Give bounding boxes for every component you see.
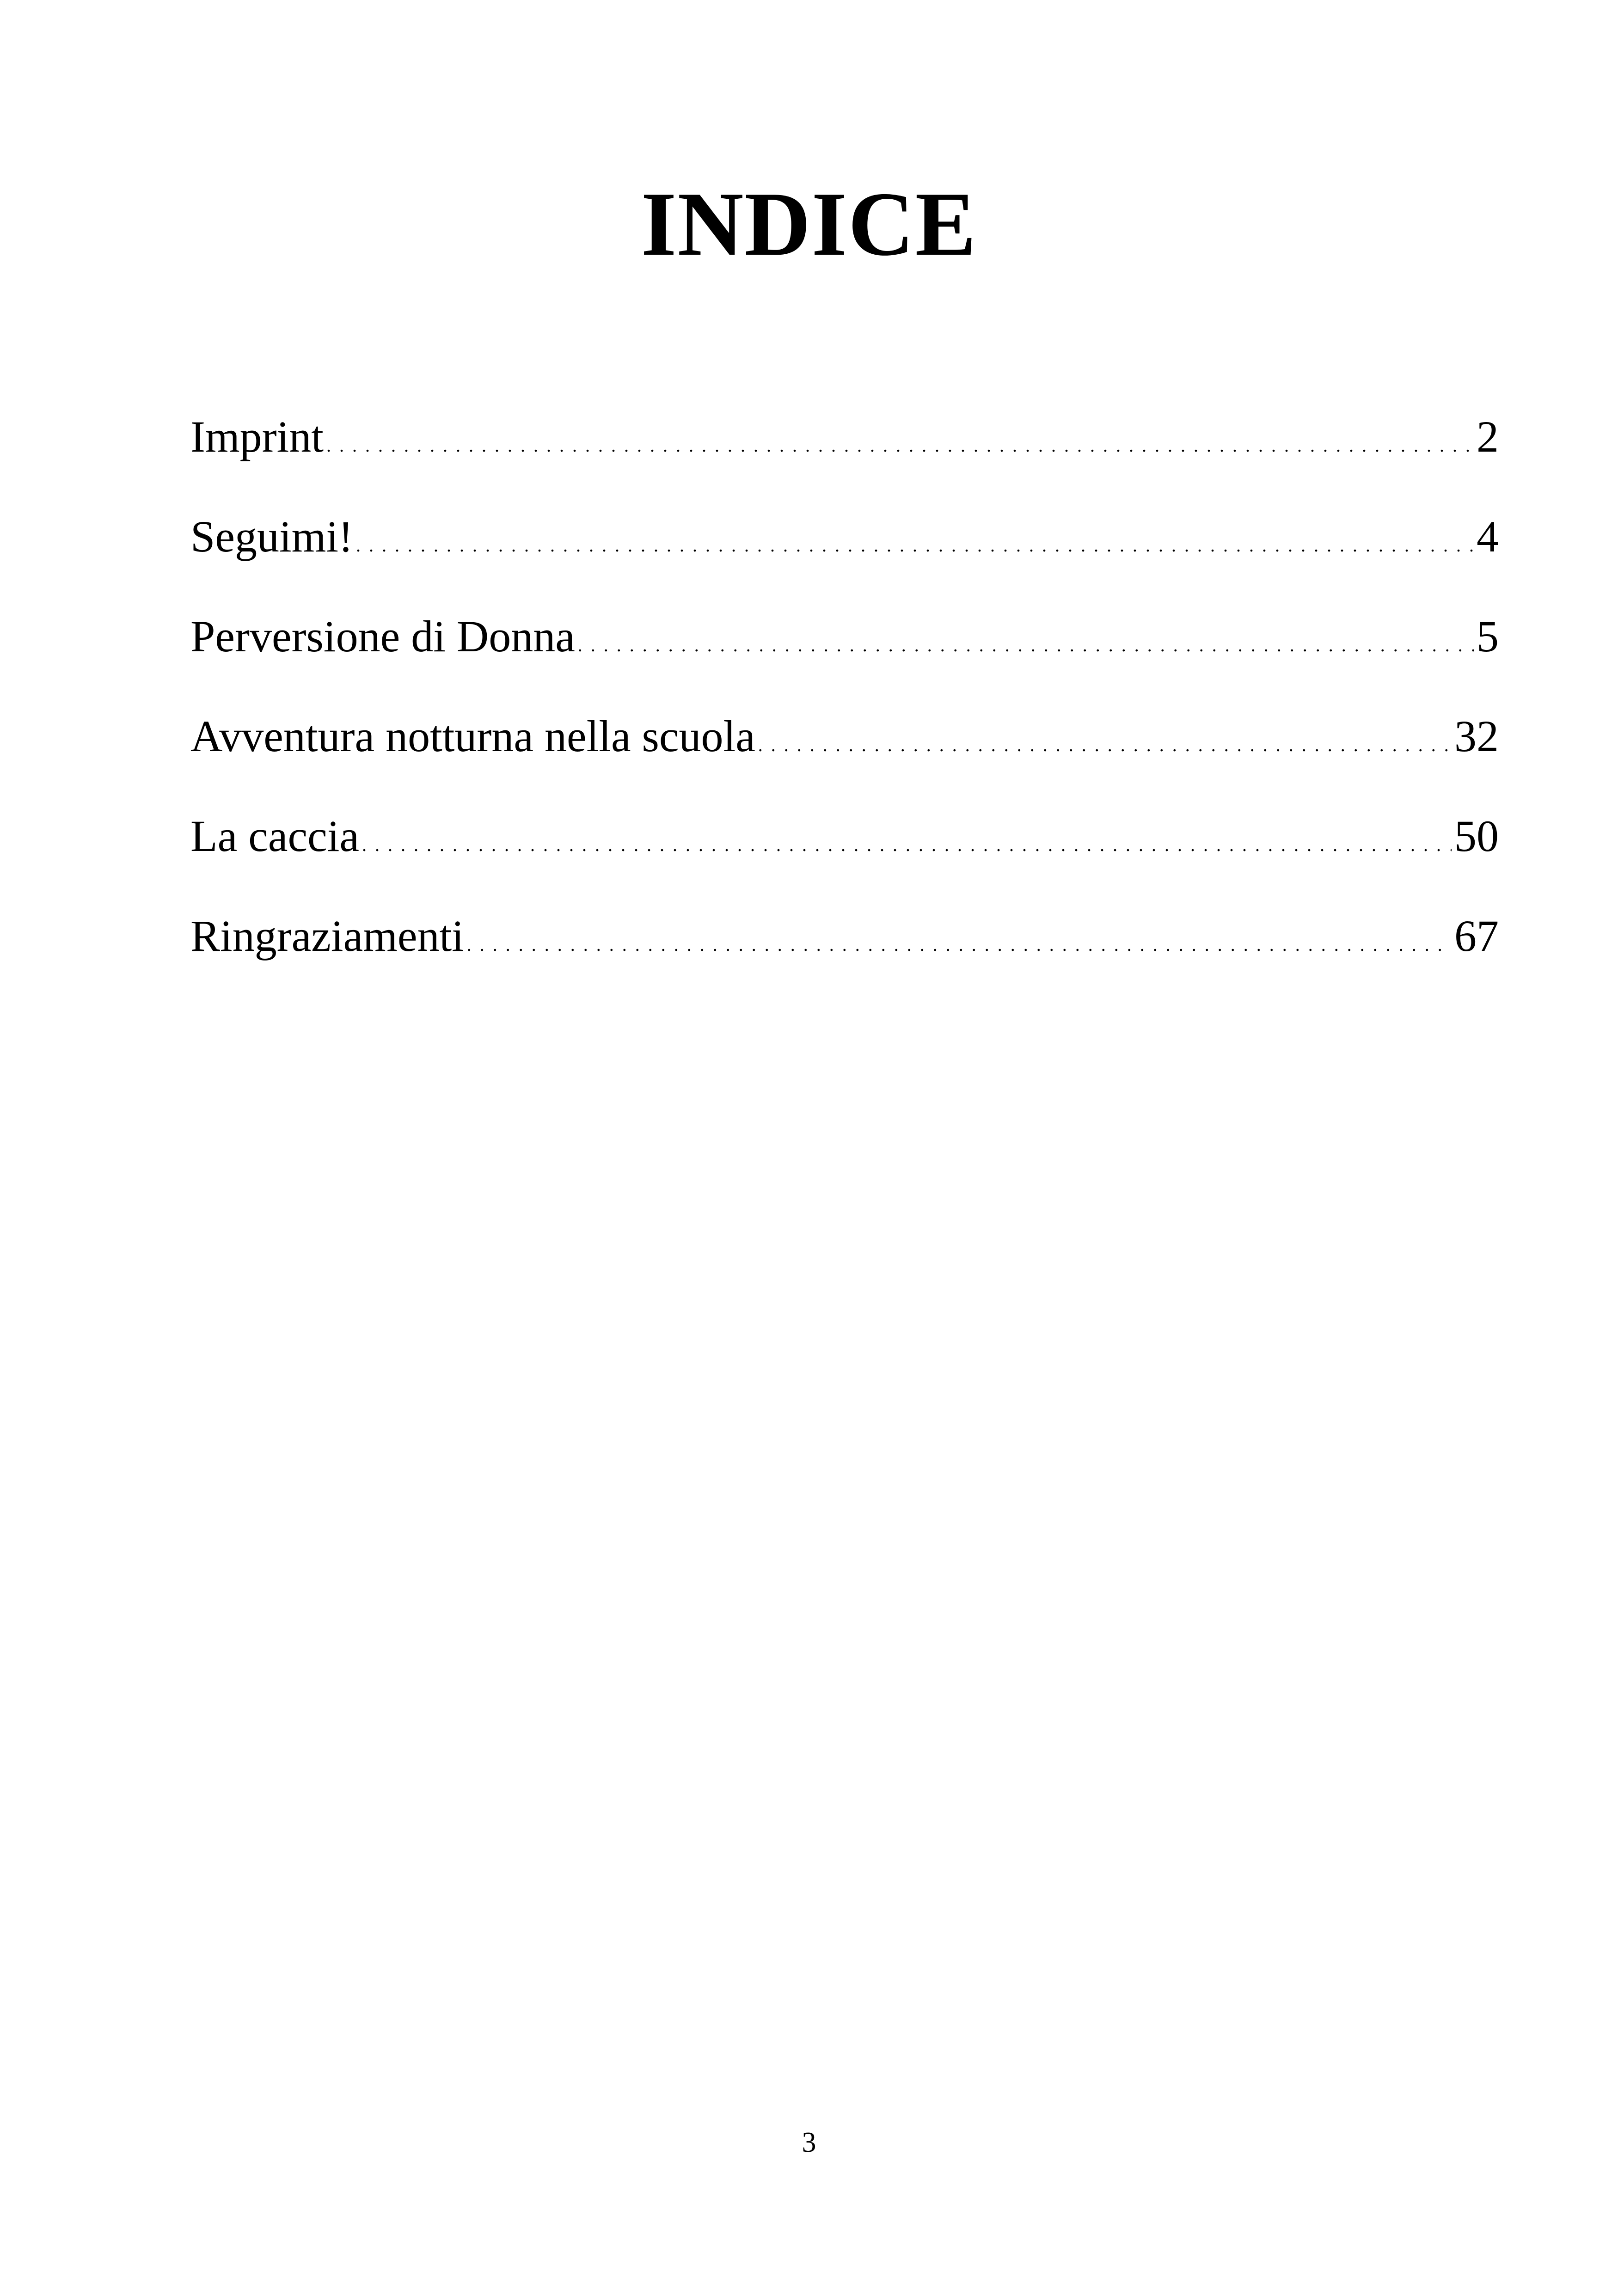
- toc-entry[interactable]: [190, 802, 1499, 901]
- toc-entry[interactable]: [190, 502, 1499, 602]
- toc-entry-title: Avventura notturna nella scuola: [190, 711, 755, 761]
- page-number: 3: [802, 2127, 816, 2158]
- toc-entry-page: 67: [1454, 911, 1499, 961]
- toc-dot-leader: [326, 436, 1474, 455]
- toc-entry-title: Ringraziamenti: [190, 911, 464, 961]
- table-of-contents: [190, 402, 1499, 1001]
- toc-entry[interactable]: [190, 901, 1499, 1001]
- toc-entry-page: 5: [1477, 612, 1499, 661]
- toc-entry[interactable]: [190, 402, 1499, 502]
- toc-dot-leader: [758, 736, 1452, 754]
- toc-entry-title: Seguimi!: [190, 512, 353, 561]
- toc-entry-title: Imprint: [190, 412, 324, 461]
- toc-entry[interactable]: [190, 602, 1499, 702]
- toc-entry-page: 32: [1454, 711, 1499, 761]
- toc-dot-leader: [356, 536, 1474, 555]
- toc-entry-title: Perversione di Donna: [190, 612, 575, 661]
- page-title: INDICE: [641, 173, 977, 275]
- toc-entry[interactable]: [190, 702, 1499, 802]
- toc-entry-page: 2: [1477, 412, 1499, 461]
- toc-dot-leader: [467, 936, 1452, 954]
- toc-dot-leader: [362, 836, 1452, 854]
- toc-entry-page: 4: [1477, 512, 1499, 561]
- toc-dot-leader: [578, 636, 1474, 655]
- toc-entry-page: 50: [1454, 811, 1499, 861]
- toc-entry-title: La caccia: [190, 811, 359, 861]
